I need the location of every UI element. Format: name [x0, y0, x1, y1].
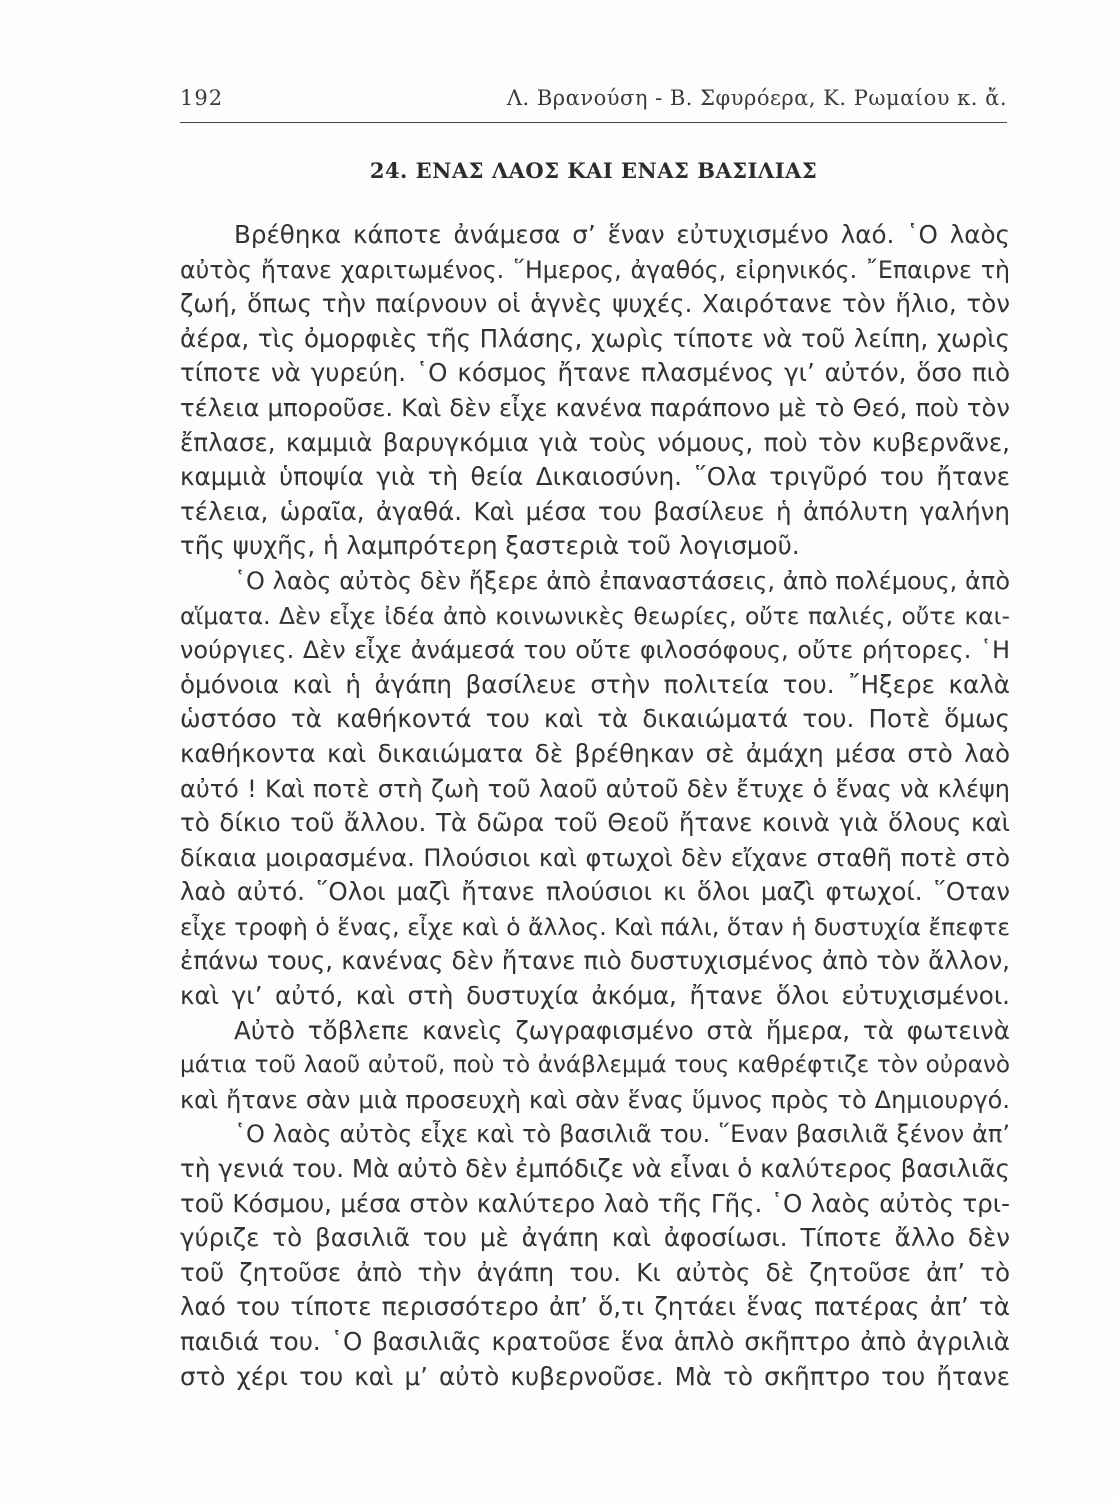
- text-line: εἶχε τροφὴ ὁ ἕνας, εἶχε καὶ ὁ ἄλλος. Καὶ πάλι, ὅταν ἡ δυστυχία ἔπεφτε: [180, 912, 1010, 941]
- text-line: λαὸ αὐτό. ῞Ολοι μαζὶ ἤτανε πλούσιοι κι ὅλοι μαζὶ φτωχοί. ῞Οταν: [180, 877, 1010, 907]
- chapter-title: 24. ΕΝΑΣ ΛΑΟΣ ΚΑΙ ΕΝΑΣ ΒΑΣΙΛΙΑΣ: [369, 158, 818, 183]
- text-line: δίκαια μοιρασμένα. Πλούσιοι καὶ φτωχοὶ δὲν εἴχανε σταθῆ ποτὲ στὸ: [180, 843, 1010, 872]
- text-line: λαό του τίποτε περισσότερο ἀπ’ ὅ,τι ζητάει ἕνας πατέρας ἀπ’ τὰ: [180, 1292, 1010, 1322]
- text-line: γύριζε τὸ βασιλιᾶ του μὲ ἀγάπη καὶ ἀφοσίωσι. Τίποτε ἄλλο δὲν: [180, 1223, 1010, 1253]
- text-line: τῆς ψυχῆς, ἡ λαμπρότερη ξαστεριὰ τοῦ λογισμοῦ.: [180, 531, 800, 561]
- page-header: [180, 86, 1007, 116]
- body-text: [180, 218, 1010, 1394]
- text-line: ζωή, ὅπως τὴν παίρνουν οἱ ἁγνὲς ψυχές. Χαιρότανε τὸν ἥλιο, τὸν: [180, 289, 1010, 319]
- text-line: καμμιὰ ὑποψία γιὰ τὴ θεία Δικαιοσύνη. ῞Ολα τριγῦρό του ἤτανε: [180, 462, 1010, 492]
- text-line: αἵματα. Δὲν εἶχε ἰδέα ἀπὸ κοινωνικὲς θεωρίες, οὔτε παλιές, οὔτε και-: [180, 601, 1010, 630]
- text-line: ῾Ο λαὸς αὐτὸς δὲν ἤξερε ἀπὸ ἐπαναστάσεις, ἀπὸ πολέμους, ἀπὸ: [234, 566, 1010, 595]
- text-line: στὸ χέρι του καὶ μ’ αὐτὸ κυβερνοῦσε. Μὰ τὸ σκῆπτρο του ἤτανε: [180, 1361, 1010, 1391]
- text-line: τὴ γενιά του. Μὰ αὐτὸ δὲν ἐμπόδιζε νὰ εἶναι ὁ καλύτερος βασιλιᾶς: [180, 1154, 1010, 1184]
- text-line: μάτια τοῦ λαοῦ αὐτοῦ, ποὺ τὸ ἀνάβλεμμά τους καθρέφτιζε τὸν οὐρανὸ: [180, 1052, 1010, 1079]
- text-line: Αὐτὸ τὄβλεπε κανεὶς ζωγραφισμένο στὰ ἥμερα, τὰ φωτεινὰ: [234, 1015, 1010, 1045]
- text-line: καθήκοντα καὶ δικαιώματα δὲ βρέθηκαν σὲ ἀμάχη μέσα στὸ λαὸ: [180, 738, 1010, 768]
- text-line: ἀέρα, τὶς ὀμορφιὲς τῆς Πλάσης, χωρὶς τίποτε νὰ τοῦ λείπη, χωρὶς: [180, 323, 1010, 353]
- text-line: αὐτό ! Καὶ ποτὲ στὴ ζωὴ τοῦ λαοῦ αὐτοῦ δὲν ἔτυχε ὁ ἕνας νὰ κλέψη: [180, 774, 1010, 803]
- text-line: ἔπλασε, καμμιὰ βαρυγκόμια γιὰ τοὺς νόμους, ποὺ τὸν κυβερνᾶνε,: [180, 427, 1010, 457]
- text-line: τὸ δίκιο τοῦ ἄλλου. Τὰ δῶρα τοῦ Θεοῦ ἤτανε κοινὰ γιὰ ὅλους καὶ: [180, 808, 1010, 838]
- text-line: Βρέθηκα κάποτε ἀνάμεσα σ’ ἕναν εὐτυχισμένο λαό. ῾Ο λαὸς: [234, 220, 1010, 249]
- text-line: ῾Ο λαὸς αὐτὸς εἶχε καὶ τὸ βασιλιᾶ του. ῞Εναν βασιλιᾶ ξένον ἀπ’: [234, 1120, 1010, 1149]
- text-line: καὶ ἤτανε σὰν μιὰ προσευχὴ καὶ σὰν ἕνας ὕμνος πρὸς τὸ Δημιουργό.: [180, 1085, 1010, 1114]
- text-line: καὶ γι’ αὐτό, καὶ στὴ δυστυχία ἀκόμα, ἤτανε ὅλοι εὐτυχισμένοι.: [180, 981, 1010, 1011]
- text-line: τέλεια, ὡραῖα, ἀγαθά. Καὶ μέσα του βασίλευε ἡ ἀπόλυτη γαλήνη: [180, 496, 1010, 526]
- text-line: τοῦ Κόσμου, μέσα στὸν καλύτερο λαὸ τῆς Γῆς. ῾Ο λαὸς αὐτὸς τρι-: [180, 1188, 1010, 1218]
- page-number: 192: [180, 86, 224, 110]
- text-line: ὁμόνοια καὶ ἡ ἀγάπη βασίλευε στὴν πολιτεία του. ῎Ηξερε καλὰ: [180, 669, 1010, 699]
- text-line: νούργιες. Δὲν εἶχε ἀνάμεσά του οὔτε φιλοσόφους, οὔτε ρήτορες. ῾Η: [180, 636, 1010, 665]
- text-line: τοῦ ζητοῦσε ἀπὸ τὴν ἀγάπη του. Κι αὐτὸς δὲ ζητοῦσε ἀπ’ τὸ: [180, 1257, 1010, 1287]
- text-line: παιδιά του. ῾Ο βασιλιᾶς κρατοῦσε ἕνα ἁπλὸ σκῆπτρο ἀπὸ ἀγριλιὰ: [180, 1327, 1010, 1356]
- text-line: ἐπάνω τους, κανένας δὲν ἤτανε πιὸ δυστυχισμένος ἀπὸ τὸν ἄλλον,: [180, 946, 1010, 976]
- text-line: αὐτὸς ἤτανε χαριτωμένος. ῞Ημερος, ἀγαθός, εἰρηνικός. ῎Επαιρνε τὴ: [180, 255, 1010, 284]
- text-line: τέλεια μποροῦσε. Καὶ δὲν εἶχε κανένα παράπονο μὲ τὸ Θεό, ποὺ τὸν: [180, 392, 1010, 422]
- header-rule: [180, 122, 1007, 123]
- text-line: τίποτε νὰ γυρεύη. ῾Ο κόσμος ἤτανε πλασμένος γι’ αὐτόν, ὅσο πιὸ: [180, 358, 1010, 388]
- running-head: Λ. Βρανούση - Β. Σφυρόερα, Κ. Ρωμαίου κ. ἄ.: [506, 86, 1007, 110]
- text-line: ὡστόσο τὰ καθήκοντά του καὶ τὰ δικαιώματά του. Ποτὲ ὅμως: [180, 704, 1010, 734]
